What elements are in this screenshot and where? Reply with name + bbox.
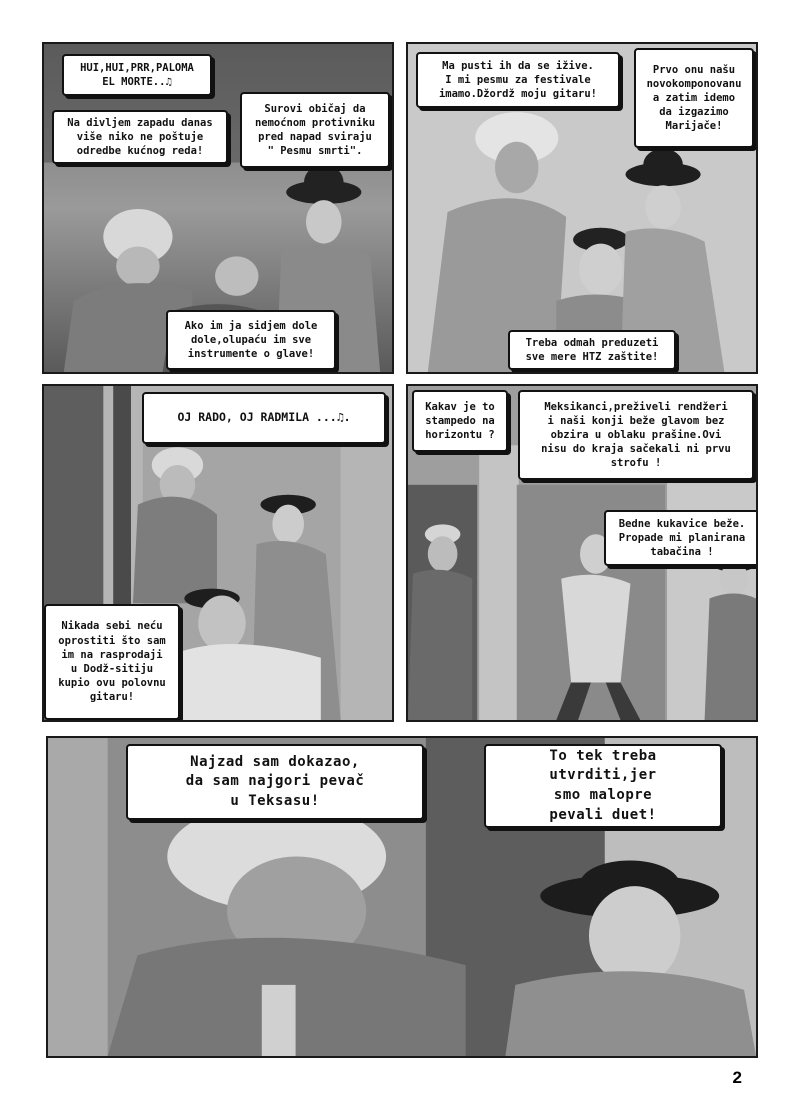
comic-panel-1 xyxy=(42,42,394,374)
comic-panel-5 xyxy=(46,736,758,1058)
speech-bubble: Kakav je to stampedo na horizontu ? xyxy=(412,390,508,452)
speech-bubble: Prvo onu našu novokomponovanu a zatim idemo da izgazimo Marijače! xyxy=(634,48,754,148)
speech-bubble: Ma pusti ih da se ižive. I mi pesmu za festivale imamo.Džordž moju gitaru! xyxy=(416,52,620,108)
speech-bubble: Bedne kukavice beže. Propade mi planirana tabačina ! xyxy=(604,510,758,566)
caption-box: Na divljem zapadu danas više niko ne poštuje odredbe kućnog reda! xyxy=(52,110,228,164)
caption-box: Surovi običaj da nemoćnom protivniku pred napad sviraju " Pesmu smrti". xyxy=(240,92,390,168)
speech-bubble: HUI,HUI,PRR,PALOMA EL MORTE..♫ xyxy=(62,54,212,96)
speech-bubble: OJ RADO, OJ RADMILA ...♫. xyxy=(142,392,386,444)
page-number: 2 xyxy=(732,1068,742,1087)
comic-panel-3 xyxy=(42,384,394,722)
speech-bubble: Nikada sebi neću oprostiti što sam im na rasprodaji u Dodž-sitiju kupio ovu polovnu gitaru! xyxy=(44,604,180,720)
speech-bubble: Najzad sam dokazao, da sam najgori pevač u Teksasu! xyxy=(126,744,424,820)
speech-bubble: Ako im ja sidjem dole dole,olupaću im sve instrumente o glave! xyxy=(166,310,336,370)
speech-bubble: Treba odmah preduzeti sve mere HTZ zaštite! xyxy=(508,330,676,370)
caption-box: Meksikanci,preživeli rendžeri i naši konji beže glavom bez obzira u oblaku prašine.Ovi nisu do kraja sačekali ni prvu strofu ! xyxy=(518,390,754,480)
comic-panel-2 xyxy=(406,42,758,374)
comic-panel-4 xyxy=(406,384,758,722)
speech-bubble: To tek treba utvrditi,jer smo malopre pevali duet! xyxy=(484,744,722,828)
